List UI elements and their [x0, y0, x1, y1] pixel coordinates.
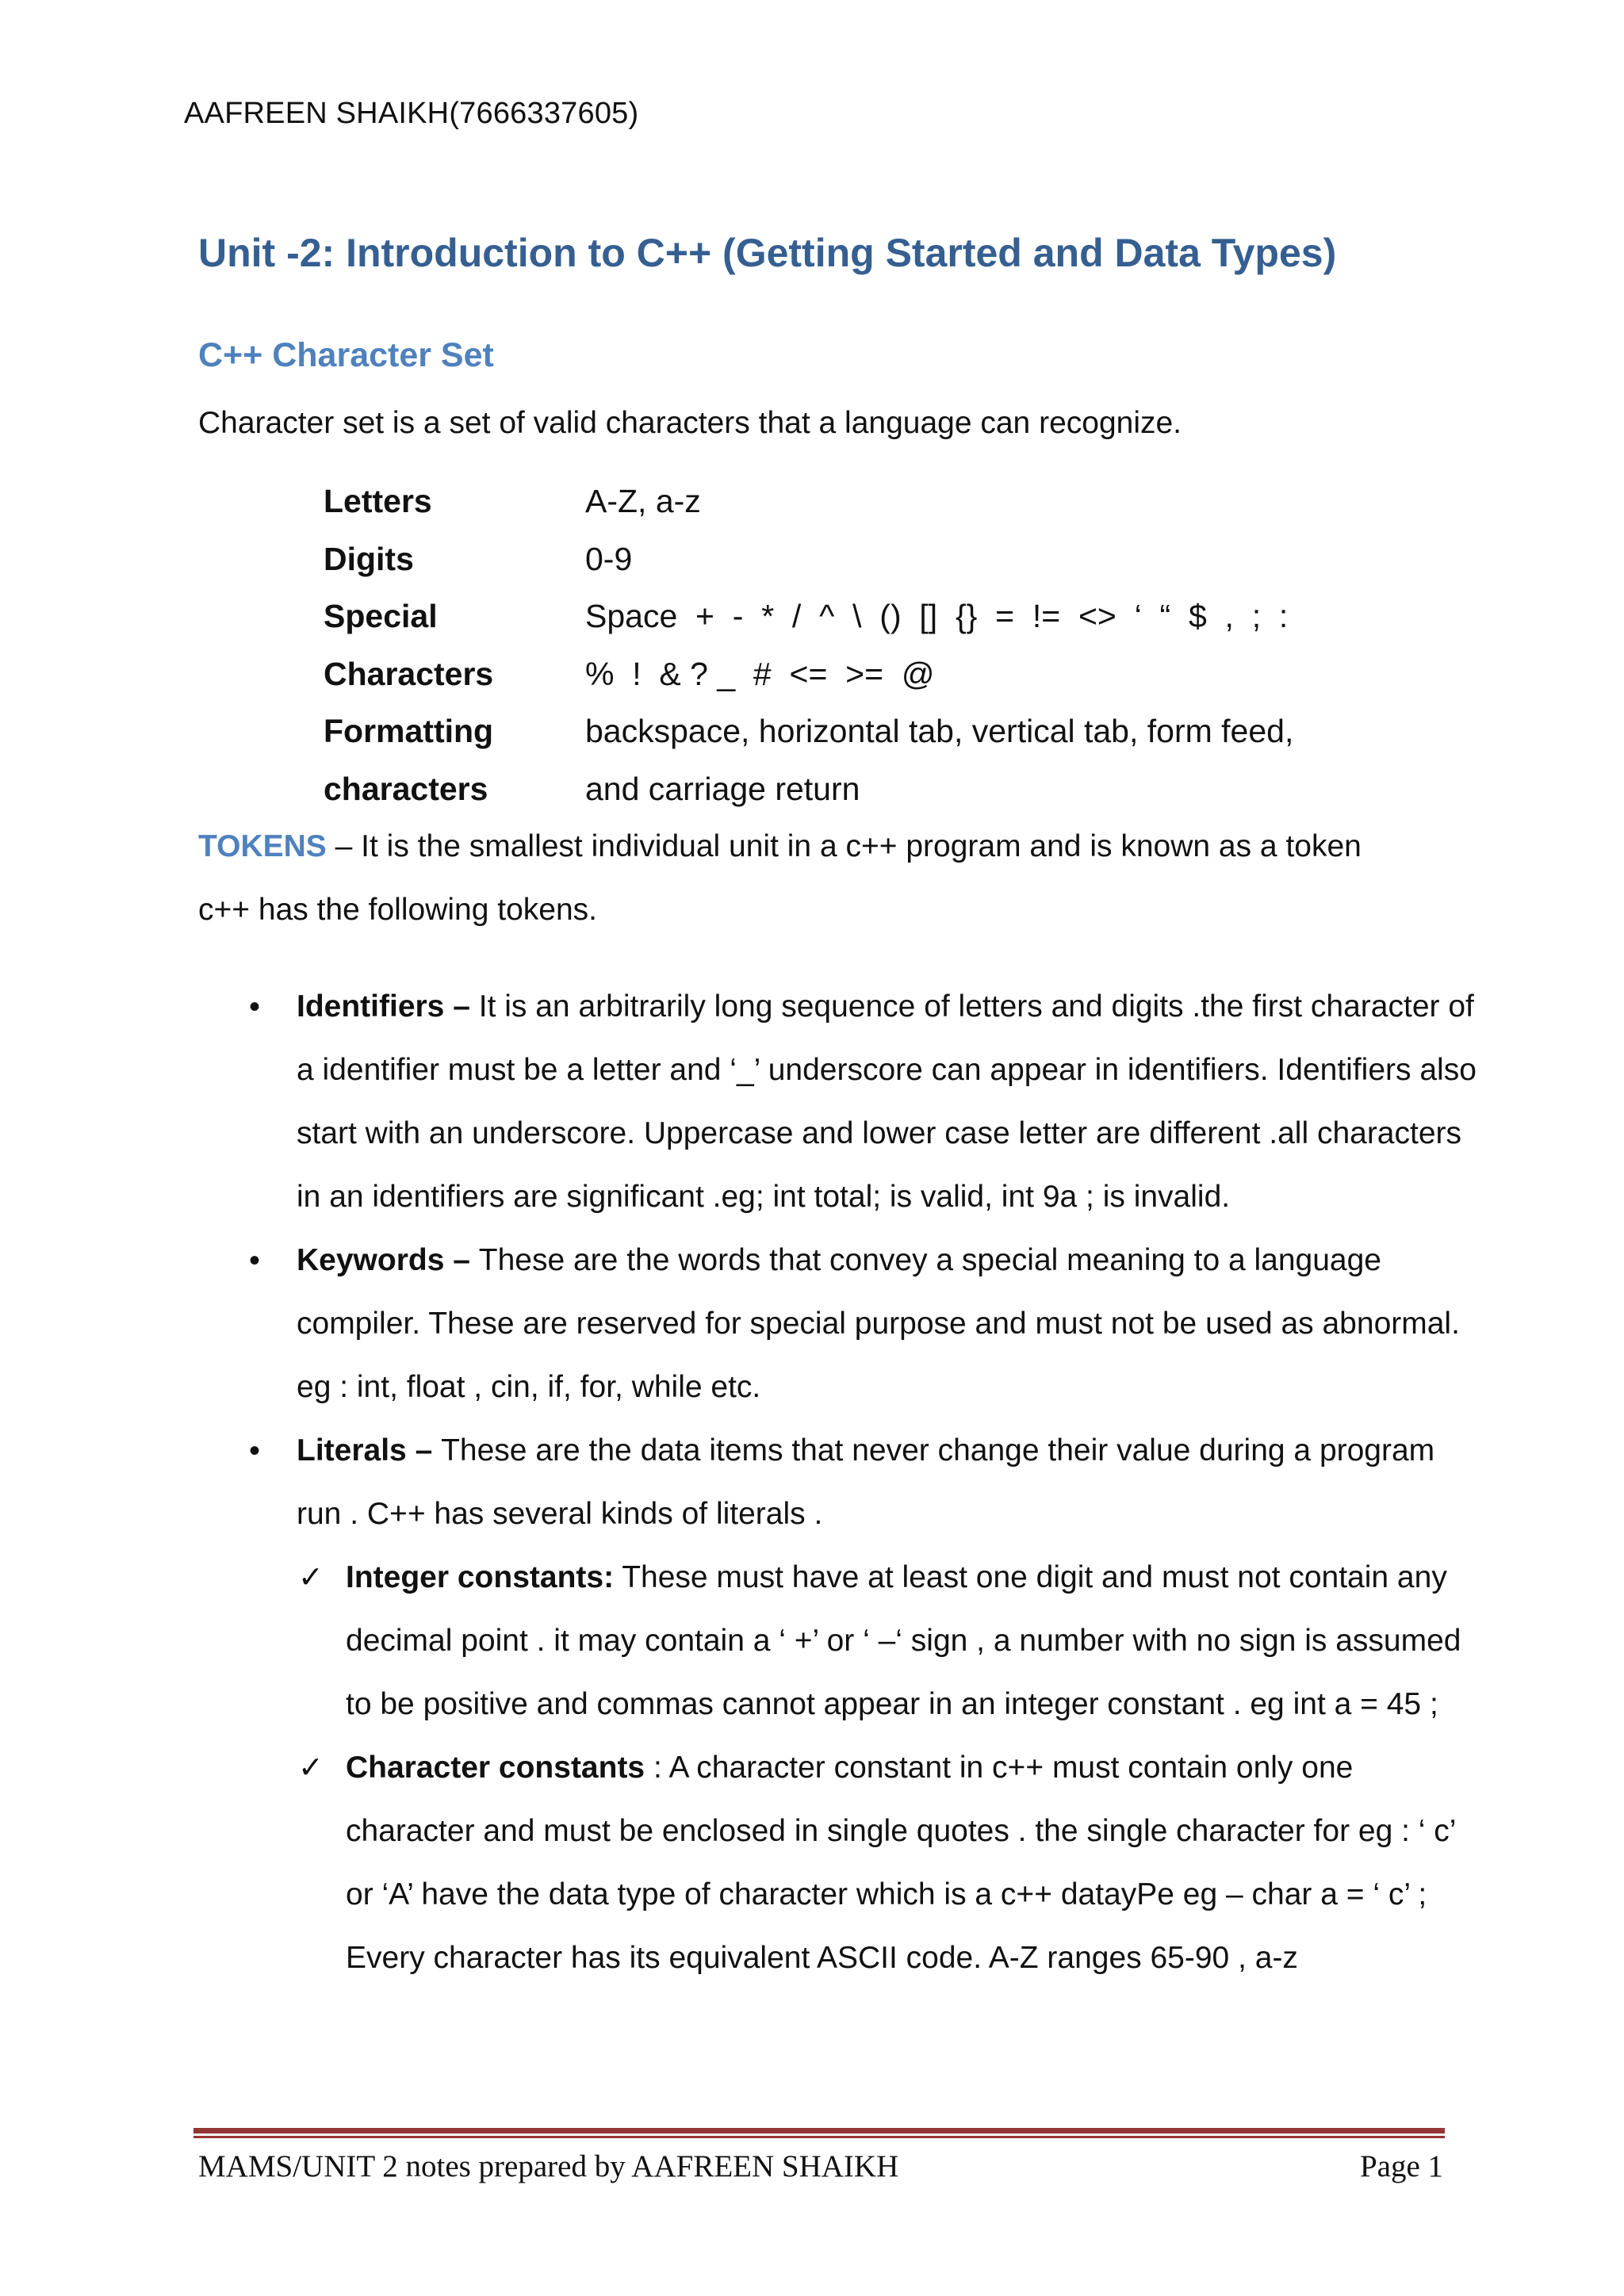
page-title: Unit -2: Introduction to C++ (Getting Started and Data Types): [198, 231, 1337, 275]
charset-label: Digits: [324, 540, 414, 577]
charset-value: 0-9: [585, 540, 633, 577]
section-heading-character-set: C++ Character Set: [198, 336, 494, 374]
list-item-character-constants: [297, 1736, 1475, 1990]
charset-label: Letters: [324, 483, 432, 519]
charset-value: % ! & ? _ # <= >= @: [585, 655, 935, 692]
term-character-constants: Character constants: [346, 1751, 645, 1785]
charset-label: Special: [324, 598, 438, 634]
term-keywords: Keywords –: [297, 1243, 479, 1277]
header-author: AAFREEN SHAIKH(7666337605): [184, 97, 639, 130]
list-item-text: [297, 1229, 1478, 1419]
tokens-paragraph: [198, 825, 1435, 951]
checkmark-icon: ✓: [298, 1751, 324, 1785]
footer-divider-thick: [193, 2128, 1445, 2133]
list-item-text: [297, 1419, 1478, 1546]
term-literals: Literals –: [297, 1433, 442, 1468]
bullet-icon: •: [249, 1243, 261, 1278]
footer-divider: [193, 2128, 1445, 2139]
footer-divider-thin: [193, 2136, 1445, 2138]
term-integer-constants: Integer constants:: [346, 1560, 615, 1594]
tokens-intro-line: c++ has the following tokens.: [198, 893, 597, 927]
tokens-label: TOKENS: [198, 829, 327, 863]
charset-value: and carriage return: [585, 770, 860, 807]
token-list: [238, 975, 1475, 1990]
footer-credit: MAMS/UNIT 2 notes prepared by AAFREEN SHAIKH: [198, 2149, 899, 2183]
literal-types-list: [297, 1546, 1475, 1990]
page-number: Page 1: [1359, 2149, 1443, 2183]
tokens-definition: – It is the smallest individual unit in a c++ program and is known as a token: [326, 829, 1362, 863]
charset-label: Formatting: [324, 713, 494, 749]
keywords-description: These are the words that convey a special meaning to a language compiler. These are reserved for special purpose and must not be used as abnormal. eg : int, float , cin, if, for, while etc.: [297, 1243, 1460, 1404]
list-item-integer-constants: [297, 1546, 1475, 1736]
bullet-icon: •: [249, 1433, 261, 1468]
character-set-definition: Character set is a set of valid characters that a language can recognize.: [198, 406, 1182, 440]
list-item-identifiers: [238, 975, 1475, 1229]
literals-description: These are the data items that never change their value during a program run . C++ has several kinds of literals .: [297, 1433, 1435, 1531]
charset-value: Space + - * / ^ \ () [] {} = != <> ‘ “ $ , ; :: [585, 598, 1289, 634]
tokens-definition-line: [198, 825, 1435, 888]
charset-label: characters: [324, 770, 488, 807]
checkmark-icon: ✓: [298, 1561, 324, 1594]
charset-value: backspace, horizontal tab, vertical tab, form feed,: [585, 713, 1294, 749]
term-identifiers: Identifiers –: [297, 989, 479, 1024]
list-item-literals: [238, 1419, 1475, 1990]
integer-constants-description: These must have at least one digit and must not contain any decimal point . it may contain a ‘ +’ or ‘ –‘ sign , a number with no sign is assumed to be positive and commas cannot appear in an integer constant . eg int a = 45 ;: [346, 1560, 1461, 1721]
identifiers-description: It is an arbitrarily long sequence of letters and digits .the first character of a identifier must be a letter and ‘_’ underscore can appear in identifiers. Identifiers also start with an underscore. Uppercase and lower case letter are different .all characters in an identifiers are significant .eg; int total; is valid, int 9a ; is invalid.: [297, 989, 1477, 1214]
list-item-text: [297, 975, 1478, 1229]
character-constants-description: : A character constant in c++ must contain only one character and must be enclosed in single quotes . the single character for eg : ‘ c’ or ‘A’ have the data type of character which is a c++ datayPe eg – char a = ‘ c’ ; Every character has its equivalent ASCII code. A-Z ranges 65-90 , a-z: [346, 1751, 1455, 1975]
list-item-keywords: [238, 1229, 1475, 1419]
charset-label: Characters: [324, 655, 494, 692]
charset-value: A-Z, a-z: [585, 483, 701, 519]
bullet-icon: •: [249, 989, 261, 1024]
